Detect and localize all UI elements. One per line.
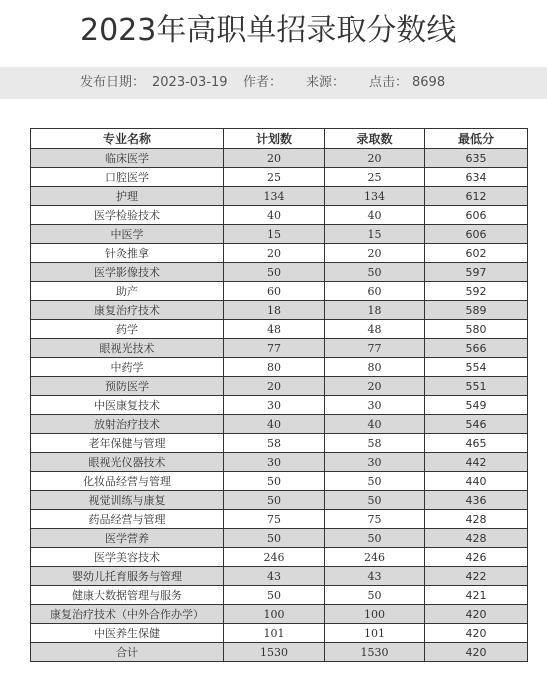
major-cell: 化妆品经营与管理 [31, 472, 224, 491]
major-cell: 中医康复技术 [31, 396, 224, 415]
min-score-cell: 551 [425, 377, 528, 396]
plan-count-cell: 43 [224, 567, 325, 586]
admitted-count-cell: 20 [325, 244, 425, 263]
major-cell: 眼视光仪器技术 [31, 453, 224, 472]
major-cell: 放射治疗技术 [31, 415, 224, 434]
min-score-cell: 436 [425, 491, 528, 510]
min-score-cell: 549 [425, 396, 528, 415]
table-row [31, 396, 528, 415]
major-cell: 医学美容技术 [31, 548, 224, 567]
min-score-cell: 420 [425, 643, 528, 662]
major-cell: 口腔医学 [31, 168, 224, 187]
min-score-cell: 580 [425, 320, 528, 339]
table-row [31, 168, 528, 187]
major-cell: 药品经营与管理 [31, 510, 224, 529]
plan-count-cell: 20 [224, 149, 325, 168]
admitted-count-cell: 77 [325, 339, 425, 358]
table-row [31, 225, 528, 244]
major-cell: 中医养生保健 [31, 624, 224, 643]
plan-count-cell: 20 [224, 244, 325, 263]
admitted-count-cell: 60 [325, 282, 425, 301]
min-score-cell: 606 [425, 206, 528, 225]
article-meta-bar [0, 67, 547, 99]
admitted-count-cell: 50 [325, 263, 425, 282]
admitted-count-cell: 75 [325, 510, 425, 529]
major-cell: 医学检验技术 [31, 206, 224, 225]
table-row [31, 548, 528, 567]
table-row [31, 586, 528, 605]
table-row [31, 453, 528, 472]
plan-count-cell: 50 [224, 586, 325, 605]
min-score-cell: 635 [425, 149, 528, 168]
plan-count-cell: 50 [224, 263, 325, 282]
major-cell: 健康大数据管理与服务 [31, 586, 224, 605]
table-row [31, 206, 528, 225]
major-cell: 护理 [31, 187, 224, 206]
plan-count-cell: 30 [224, 453, 325, 472]
header-min-score: 最低分 [425, 129, 528, 149]
min-score-cell: 612 [425, 187, 528, 206]
source-label: 来源： [306, 75, 346, 90]
plan-count-cell: 50 [224, 529, 325, 548]
major-cell: 合计 [31, 643, 224, 662]
plan-count-cell: 75 [224, 510, 325, 529]
plan-count-cell: 20 [224, 377, 325, 396]
major-cell: 预防医学 [31, 377, 224, 396]
major-cell: 视觉训练与康复 [31, 491, 224, 510]
plan-count-cell: 40 [224, 206, 325, 225]
plan-count-cell: 25 [224, 168, 325, 187]
major-cell: 医学影像技术 [31, 263, 224, 282]
min-score-cell: 426 [425, 548, 528, 567]
major-cell: 康复治疗技术 [31, 301, 224, 320]
admitted-count-cell: 25 [325, 168, 425, 187]
plan-count-cell: 50 [224, 472, 325, 491]
header-plan: 计划数 [224, 129, 325, 149]
table-row [31, 301, 528, 320]
table-row [31, 472, 528, 491]
publish-date: 2023-03-19 [152, 75, 228, 90]
min-score-cell: 634 [425, 168, 528, 187]
min-score-cell: 597 [425, 263, 528, 282]
plan-count-cell: 30 [224, 396, 325, 415]
plan-count-cell: 40 [224, 415, 325, 434]
min-score-cell: 422 [425, 567, 528, 586]
plan-count-cell: 100 [224, 605, 325, 624]
plan-count-cell: 18 [224, 301, 325, 320]
table-row [31, 643, 528, 662]
plan-count-cell: 246 [224, 548, 325, 567]
table-row [31, 491, 528, 510]
table-row [31, 510, 528, 529]
plan-count-cell: 80 [224, 358, 325, 377]
min-score-cell: 442 [425, 453, 528, 472]
admitted-count-cell: 58 [325, 434, 425, 453]
header-major: 专业名称 [31, 129, 224, 149]
min-score-cell: 420 [425, 624, 528, 643]
major-cell: 医学营养 [31, 529, 224, 548]
plan-count-cell: 58 [224, 434, 325, 453]
admitted-count-cell: 30 [325, 453, 425, 472]
plan-count-cell: 77 [224, 339, 325, 358]
min-score-cell: 602 [425, 244, 528, 263]
clicks-label: 点击： [369, 75, 409, 90]
table-row [31, 282, 528, 301]
admitted-count-cell: 134 [325, 187, 425, 206]
major-cell: 药学 [31, 320, 224, 339]
table-row [31, 377, 528, 396]
admitted-count-cell: 20 [325, 149, 425, 168]
plan-count-cell: 15 [224, 225, 325, 244]
table-row [31, 434, 528, 453]
table-row [31, 244, 528, 263]
major-cell: 康复治疗技术（中外合作办学） [31, 605, 224, 624]
page-title: 2023年高职单招录取分数线 [80, 13, 457, 48]
plan-count-cell: 101 [224, 624, 325, 643]
admitted-count-cell: 246 [325, 548, 425, 567]
table-row [31, 529, 528, 548]
admitted-count-cell: 43 [325, 567, 425, 586]
admitted-count-cell: 50 [325, 586, 425, 605]
major-cell: 临床医学 [31, 149, 224, 168]
min-score-cell: 420 [425, 605, 528, 624]
table-row [31, 263, 528, 282]
clicks-count: 8698 [412, 75, 446, 90]
table-row [31, 624, 528, 643]
min-score-cell: 566 [425, 339, 528, 358]
table-row [31, 187, 528, 206]
min-score-cell: 421 [425, 586, 528, 605]
admitted-count-cell: 100 [325, 605, 425, 624]
plan-count-cell: 60 [224, 282, 325, 301]
table-body [31, 149, 528, 662]
major-cell: 老年保健与管理 [31, 434, 224, 453]
table-row [31, 149, 528, 168]
admitted-count-cell: 50 [325, 472, 425, 491]
major-cell: 助产 [31, 282, 224, 301]
header-admitted: 录取数 [325, 129, 425, 149]
table-row [31, 358, 528, 377]
table-header-row [31, 129, 528, 149]
table-row [31, 567, 528, 586]
admitted-count-cell: 15 [325, 225, 425, 244]
admitted-count-cell: 30 [325, 396, 425, 415]
admitted-count-cell: 20 [325, 377, 425, 396]
admitted-count-cell: 101 [325, 624, 425, 643]
table-row [31, 605, 528, 624]
min-score-cell: 440 [425, 472, 528, 491]
plan-count-cell: 50 [224, 491, 325, 510]
plan-count-cell: 1530 [224, 643, 325, 662]
major-cell: 中药学 [31, 358, 224, 377]
publish-date-label: 发布日期： [80, 75, 146, 90]
major-cell: 眼视光技术 [31, 339, 224, 358]
major-cell: 针灸推拿 [31, 244, 224, 263]
table-row [31, 415, 528, 434]
admitted-count-cell: 48 [325, 320, 425, 339]
min-score-cell: 554 [425, 358, 528, 377]
min-score-cell: 546 [425, 415, 528, 434]
min-score-cell: 592 [425, 282, 528, 301]
min-score-cell: 589 [425, 301, 528, 320]
major-cell: 婴幼儿托育服务与管理 [31, 567, 224, 586]
admitted-count-cell: 1530 [325, 643, 425, 662]
min-score-cell: 428 [425, 529, 528, 548]
table-row [31, 320, 528, 339]
min-score-cell: 465 [425, 434, 528, 453]
admitted-count-cell: 50 [325, 529, 425, 548]
major-cell: 中医学 [31, 225, 224, 244]
admitted-count-cell: 50 [325, 491, 425, 510]
min-score-cell: 606 [425, 225, 528, 244]
admission-score-table [30, 128, 528, 662]
plan-count-cell: 134 [224, 187, 325, 206]
table-row [31, 339, 528, 358]
admitted-count-cell: 40 [325, 206, 425, 225]
plan-count-cell: 48 [224, 320, 325, 339]
min-score-cell: 428 [425, 510, 528, 529]
admitted-count-cell: 18 [325, 301, 425, 320]
admitted-count-cell: 40 [325, 415, 425, 434]
admitted-count-cell: 80 [325, 358, 425, 377]
author-label: 作者： [243, 75, 283, 90]
